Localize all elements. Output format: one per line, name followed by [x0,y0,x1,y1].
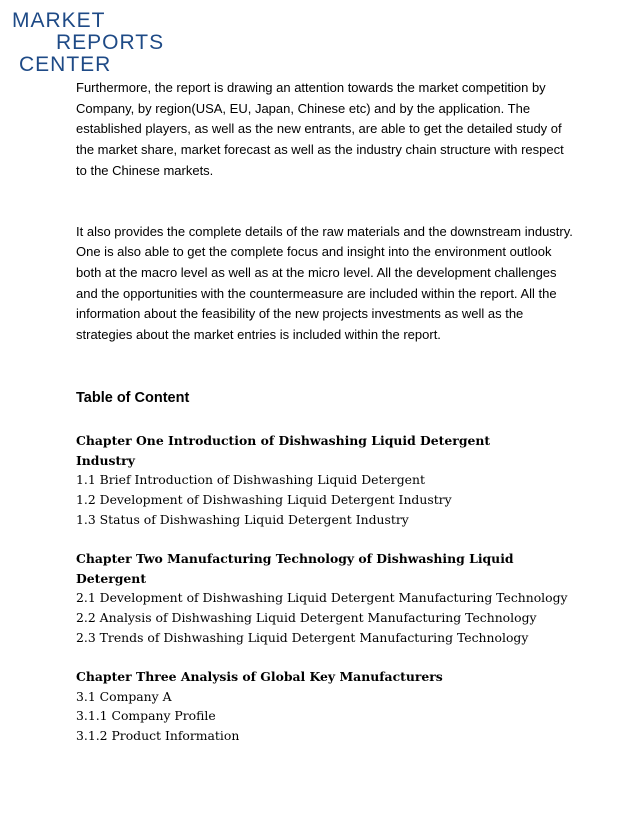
logo-line-reports: REPORTS [56,31,165,54]
toc-item: 2.2 Analysis of Dishwashing Liquid Detergent Manufacturing Technology [76,610,537,626]
toc-chapter-two [76,549,576,648]
toc-chapter-heading: Chapter Two Manufacturing Technology of Dishwashing Liquid Detergent [76,550,514,586]
toc-item: 3.1.2 Product Information [76,728,240,744]
toc-item: 2.1 Development of Dishwashing Liquid Detergent Manufacturing Technology [76,590,568,606]
document-body [76,78,576,765]
logo-line-market: MARKET [12,9,106,32]
toc-chapter-one [76,431,576,530]
toc-item: 3.1 Company A [76,688,172,704]
toc-chapter-heading: Chapter Three Analysis of Global Key Manufacturers [76,668,443,684]
toc-title: Table of Content [76,389,190,406]
paragraph-competition: Furthermore, the report is drawing an attention towards the market competition by Company, by region(USA, EU, Japan, Chinese etc) and by the application. The established players, as well as the new entrants, are able to get the detailed study of the market share, market forecast as well as the industry chain structure with respect to the Chinese markets. [76,80,564,178]
toc-item: 2.3 Trends of Dishwashing Liquid Detergent Manufacturing Technology [76,629,529,645]
logo-line-center: CENTER [19,53,112,76]
toc-item: 3.1.1 Company Profile [76,708,216,724]
toc-item: 1.2 Development of Dishwashing Liquid Detergent Industry [76,492,452,508]
toc-chapter-heading: Chapter One Introduction of Dishwashing Liquid Detergent Industry [76,432,491,468]
table-of-contents [76,431,576,746]
toc-chapter-three [76,667,576,746]
market-reports-center-logo [10,8,180,78]
toc-item: 1.1 Brief Introduction of Dishwashing Liquid Detergent [76,472,425,488]
paragraph-raw-materials: It also provides the complete details of the raw materials and the downstream industry. One is also able to get the complete focus and insight into the environment outlook both at the macro level as well as at the micro level. All the development challenges and the opportunities with the countermeasure are included within the report. All the information about the feasibility of the new projects investments as well as the strategies about the market entries is included within the report. [76,223,573,343]
toc-item: 1.3 Status of Dishwashing Liquid Detergent Industry [76,511,409,527]
